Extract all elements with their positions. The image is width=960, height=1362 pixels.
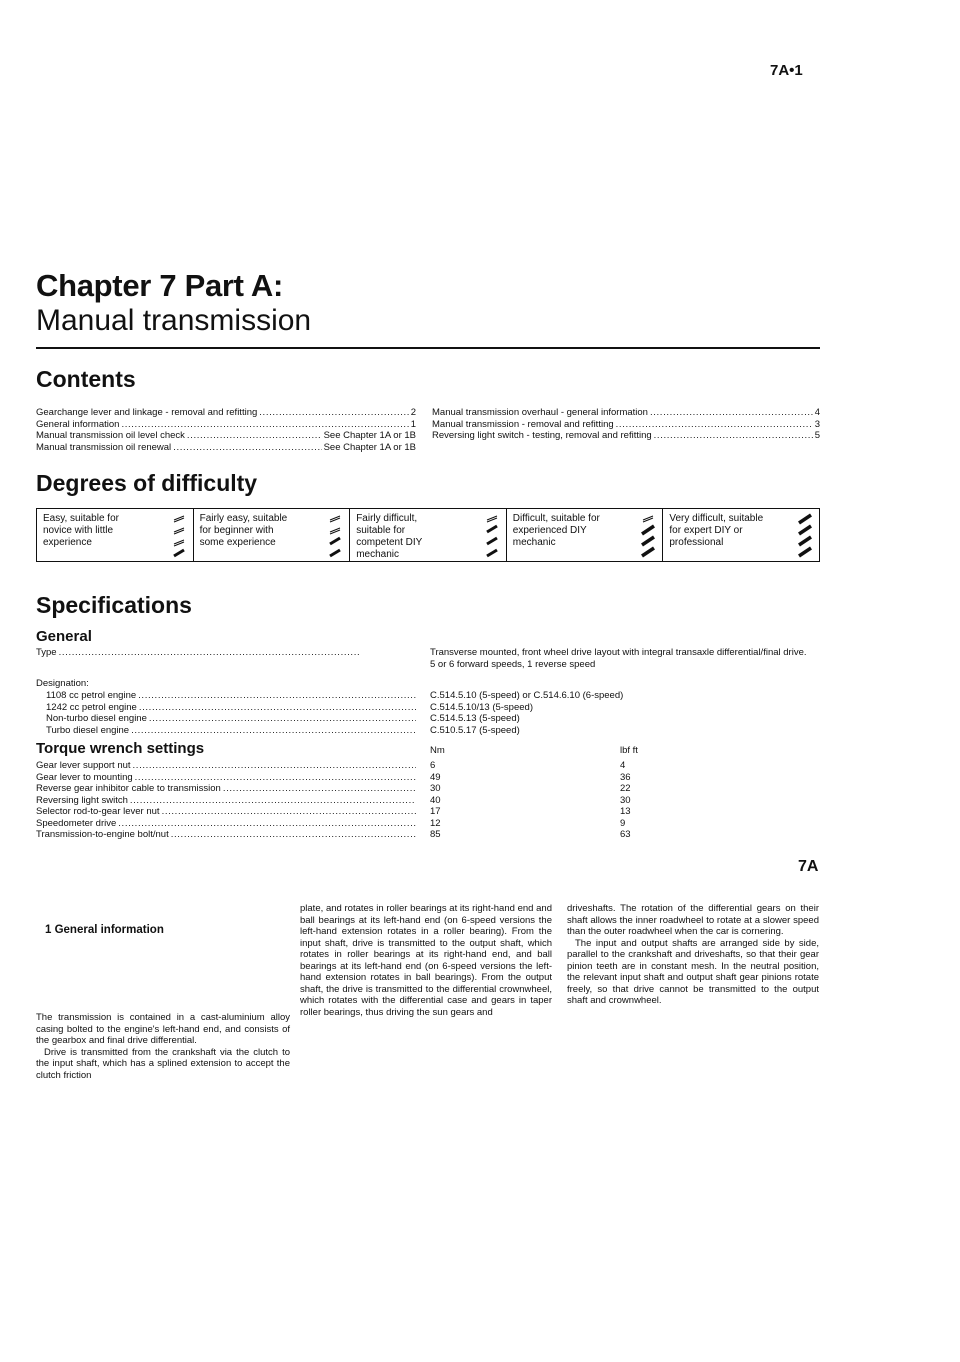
torque-labels	[36, 760, 418, 841]
torque-row	[36, 829, 418, 841]
torque-row	[36, 783, 418, 795]
designation-row	[46, 725, 418, 737]
torque-col-lbf: lbf ft	[620, 745, 638, 756]
designation-values	[430, 690, 810, 736]
torque-heading: Torque wrench settings	[36, 740, 205, 757]
designation-row	[46, 690, 418, 702]
difficulty-text: Easy, suitable for novice with little experience	[43, 513, 119, 548]
torque-lbf: 13	[620, 806, 631, 817]
torque-row	[36, 760, 418, 772]
torque-lbf: 36	[620, 771, 631, 783]
designation-label: Designation:	[36, 678, 89, 689]
torque-row	[36, 806, 418, 818]
spec-label: Gear lever support nut	[36, 760, 131, 771]
torque-lbf: 30	[620, 794, 631, 806]
spec-label: Selector rod-to-gear lever nut	[36, 806, 160, 817]
contents-item-label: Manual transmission oil level check	[36, 430, 185, 441]
torque-nm: 85	[430, 829, 441, 840]
difficulty-level-5	[663, 509, 819, 561]
designation-row	[46, 702, 418, 714]
contents-item[interactable]	[432, 407, 820, 419]
spec-value: C.514.5.10 (5-speed) or C.514.6.10 (6-speed)	[430, 690, 624, 701]
difficulty-table	[36, 508, 820, 562]
torque-nm: 17	[430, 806, 441, 817]
spec-label: Turbo diesel engine	[46, 724, 130, 736]
difficulty-level-2	[194, 509, 351, 561]
spec-label: Speedometer drive	[36, 817, 117, 829]
wrench-level-5-icon	[796, 512, 814, 558]
body-paragraph: Drive is transmitted from the crankshaft via the clutch to the input shaft, which has a splined extension to accept the clutch friction	[36, 1046, 290, 1081]
contents-item-ref: See Chapter 1A or 1B	[323, 441, 416, 453]
spec-label: Transmission-to-engine bolt/nut	[36, 829, 169, 840]
torque-nm-values	[430, 760, 441, 841]
wrench-level-2-icon	[326, 512, 344, 558]
spec-type-value: Transverse mounted, front wheel drive layout with integral transaxle differential/final drive. 5 or 6 forward speeds, 1 reverse speed	[430, 647, 807, 670]
body-paragraph: driveshafts. The rotation of the differential gears on their shaft allows the inner roadwheel to rotate at a slower speed than the outer roadwheel when the car is cornering.	[567, 903, 819, 937]
spec-value: C.510.5.17 (5-speed)	[430, 724, 520, 736]
contents-right-list	[432, 407, 820, 442]
contents-item[interactable]	[36, 407, 416, 419]
body-paragraph: plate, and rotates in roller bearings at its right-hand end and ball bearings at its left-hand end (on 6-speed versions the left-hand extension rotates in a roller bearing). From the input shaft, drive is transmitted to the output shaft, which rotates in roller bearings at its right-hand end, and ball bearings at its left-hand end (on 6-speed versions the left-hand extension rotates in ball bearings). From the output shaft, the drive is transmitted to the differential crownwheel, which rotates with the differential case and gears in taper roller bearings, thus driving the sun gears and	[300, 903, 552, 1018]
contents-item-ref: See Chapter 1A or 1B	[323, 430, 416, 441]
spec-label: Non-turbo diesel engine	[46, 713, 147, 724]
body-paragraph: The input and output shafts are arranged side by side, parallel to the crankshaft and driveshafts, so that their gear pinion teeth are in constant mesh. In the neutral position, the relevant input shaft and output shaft gear pinions rotate freely, so that drive cannot be transmitted to the output shaft and crownwheel.	[567, 937, 819, 1006]
torque-nm: 12	[430, 817, 441, 829]
torque-lbf-values	[620, 760, 631, 841]
contents-left-list	[36, 407, 416, 453]
designation-row	[46, 713, 418, 725]
torque-nm: 30	[430, 783, 441, 794]
contents-item-ref: 2	[410, 407, 416, 418]
torque-col-nm: Nm	[430, 745, 445, 756]
section-1-column-2	[300, 903, 552, 1018]
contents-heading: Contents	[36, 366, 136, 392]
torque-lbf: 4	[620, 760, 626, 771]
contents-item-label: Manual transmission overhaul - general information	[432, 407, 648, 418]
general-heading: General	[36, 628, 92, 645]
difficulty-text: Fairly difficult, suitable for competent DIY mechanic	[356, 513, 423, 560]
spec-label: Type	[36, 647, 57, 658]
page-number: 7A•1	[770, 62, 803, 79]
torque-nm: 49	[430, 771, 441, 783]
body-paragraph: The transmission is contained in a cast-aluminium alloy casing bolted to the engine's left-hand end, and consists of the gearbox and final drive differential.	[36, 1012, 290, 1046]
torque-lbf: 63	[620, 829, 631, 840]
spec-type-row	[36, 647, 418, 659]
wrench-level-4-icon	[639, 512, 657, 558]
torque-row	[36, 772, 418, 784]
contents-item-label: Manual transmission - removal and refitting	[432, 418, 614, 430]
section-1-column-3	[567, 903, 819, 1007]
torque-row	[36, 795, 418, 807]
contents-item[interactable]	[36, 430, 416, 442]
spec-value: C.514.5.10/13 (5-speed)	[430, 701, 533, 713]
specifications-heading: Specifications	[36, 592, 192, 618]
torque-nm: 6	[430, 760, 436, 771]
torque-row	[36, 818, 418, 830]
difficulty-level-1	[37, 509, 194, 561]
contents-item-ref: 5	[814, 430, 820, 441]
contents-item-label: Reversing light switch - testing, removal and refitting	[432, 430, 652, 441]
chapter-title: Chapter 7 Part A:	[36, 268, 283, 303]
spec-label: 1108 cc petrol engine	[46, 690, 137, 701]
title-rule	[36, 347, 820, 349]
wrench-level-3-icon	[483, 512, 501, 558]
contents-item[interactable]	[36, 442, 416, 454]
difficulty-text: Difficult, suitable for experienced DIY mechanic	[512, 513, 600, 548]
contents-item-label: Manual transmission oil renewal	[36, 441, 172, 453]
spec-value: C.514.5.13 (5-speed)	[430, 713, 520, 724]
difficulty-text: Fairly easy, suitable for beginner with some experience	[199, 513, 288, 548]
contents-item-label: General information	[36, 418, 120, 430]
contents-item[interactable]	[432, 419, 820, 431]
contents-item[interactable]	[36, 419, 416, 431]
contents-item-ref: 1	[410, 418, 416, 430]
torque-lbf: 22	[620, 783, 631, 794]
spec-label: Reverse gear inhibitor cable to transmission	[36, 783, 221, 794]
torque-nm: 40	[430, 794, 441, 806]
spec-label: 1242 cc petrol engine	[46, 701, 137, 713]
contents-item-ref: 4	[814, 407, 820, 418]
chapter-side-tab: 7A	[798, 858, 819, 875]
designation-list	[46, 690, 418, 736]
spec-label: Reversing light switch	[36, 794, 128, 806]
section-1-column-1	[36, 1012, 290, 1081]
contents-item-label: Gearchange lever and linkage - removal and refitting	[36, 407, 258, 418]
wrench-level-1-icon	[170, 512, 188, 558]
difficulty-level-3	[350, 509, 507, 561]
torque-lbf: 9	[620, 817, 626, 829]
chapter-subtitle: Manual transmission	[36, 304, 312, 337]
spec-label: Gear lever to mounting	[36, 771, 133, 783]
section-1-heading: 1 General information	[45, 924, 164, 936]
difficulty-level-4	[507, 509, 664, 561]
difficulty-text: Very difficult, suitable for expert DIY or professional	[669, 513, 764, 548]
contents-item[interactable]	[432, 430, 820, 442]
difficulty-heading: Degrees of difficulty	[36, 470, 258, 496]
contents-item-ref: 3	[814, 418, 820, 430]
